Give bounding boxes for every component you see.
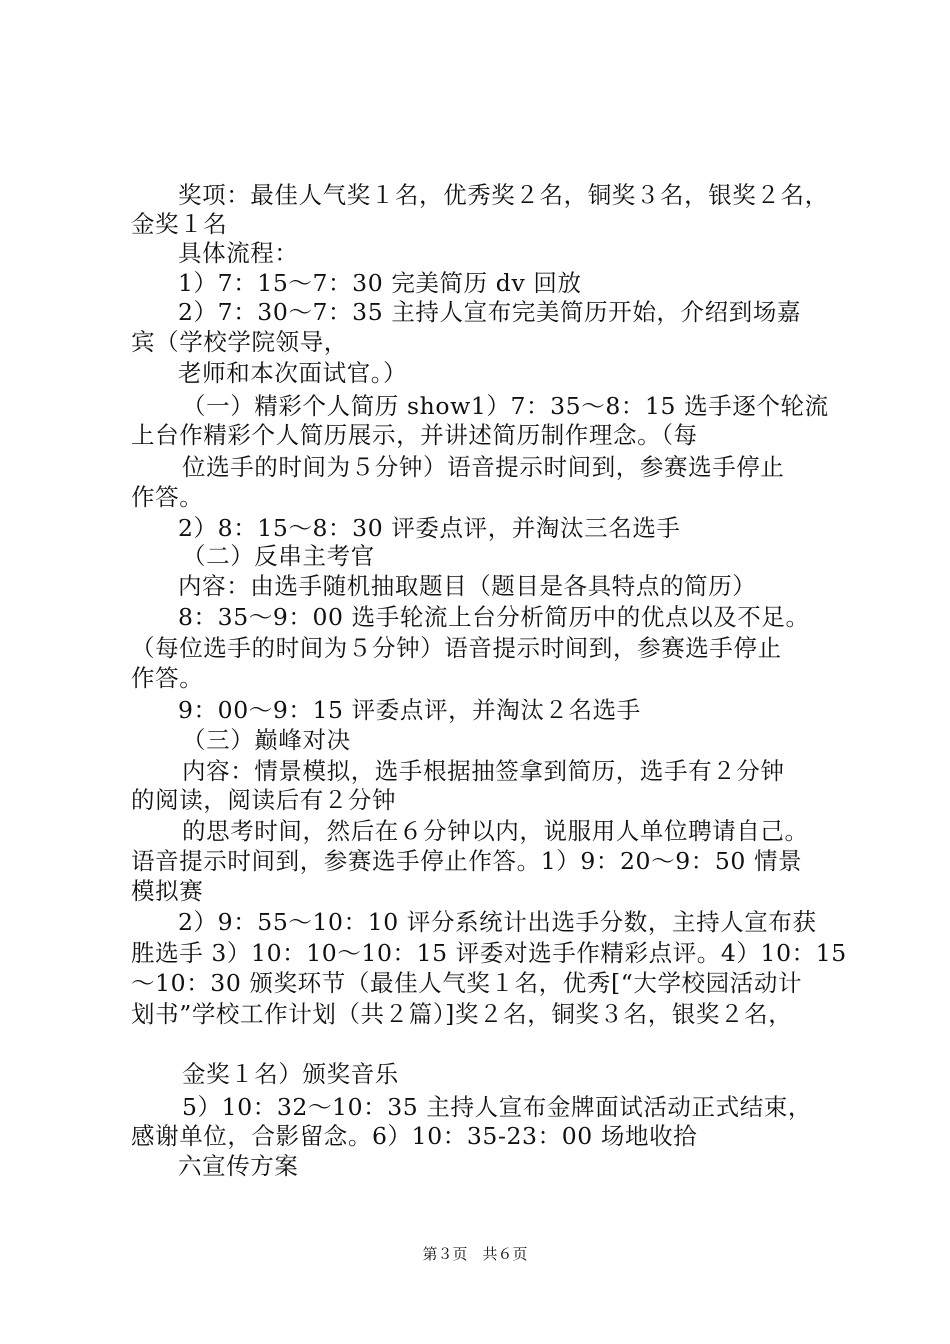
text-line: 位选手的时间为５分钟）语音提示时间到，参赛选手停止	[182, 453, 785, 481]
text-line: 2）7：30～7：35 主持人宣布完美简历开始，介绍到场嘉	[178, 298, 802, 326]
text-line: （三）巅峰对决	[182, 726, 351, 754]
text-line: 宾（学校学院领导，	[131, 328, 348, 356]
text-line: 金奖１名）颁奖音乐	[182, 1060, 399, 1088]
page-number-footer: 第３页 共６页	[422, 1245, 528, 1263]
text-line: 内容：由选手随机抽取题目（题目是各具特点的简历）	[178, 572, 757, 600]
text-line: （二）反串主考官	[182, 542, 375, 570]
text-line: 5）10：32～10：35 主持人宣布金牌面试活动正式结束，	[182, 1093, 813, 1121]
text-line: 胜选手 3）10：10～10：15 评委对选手作精彩点评。4）10：15	[131, 939, 847, 967]
text-line: 1）7：15～7：30 完美简历 dv 回放	[178, 269, 582, 297]
text-line: 2）9：55～10：10 评分系统计出选手分数，主持人宣布获	[178, 908, 817, 936]
text-line: 2）8：15～8：30 评委点评，并淘汰三名选手	[178, 514, 681, 542]
text-line: 老师和本次面试官。）	[178, 359, 408, 387]
text-line: 8：35～9：00 选手轮流上台分析简历中的优点以及不足。	[178, 603, 810, 631]
text-line: 划书”学校工作计划（共２篇）]奖２名，铜奖３名，银奖２名，	[131, 1000, 793, 1028]
text-line: 模拟赛	[131, 877, 204, 905]
text-line: 具体流程：	[178, 239, 299, 267]
text-line: 作答。	[131, 664, 204, 692]
text-line: 9：00～9：15 评委点评，并淘汰２名选手	[178, 696, 641, 724]
text-line: （每位选手的时间为５分钟）语音提示时间到，参赛选手停止	[131, 634, 782, 662]
text-line: ～10：30 颁奖环节（最佳人气奖１名，优秀[“大学校园活动计	[131, 969, 803, 997]
text-line: 内容：情景模拟，选手根据抽签拿到简历，选手有２分钟	[182, 757, 785, 785]
text-line: （一）精彩个人简历 show1）7：35～8：15 选手逐个轮流	[182, 392, 829, 420]
text-line: 感谢单位，合影留念。6）10：35-23：00 场地收拾	[131, 1122, 698, 1150]
text-line: 作答。	[131, 483, 204, 511]
text-line: 语音提示时间到，参赛选手停止作答。1）9：20～9：50 情景	[131, 847, 803, 875]
text-line: 的思考时间，然后在６分钟以内，说服用人单位聘请自己。	[182, 817, 809, 845]
text-line: 六宣传方案	[178, 1152, 299, 1180]
text-line: 奖项：最佳人气奖１名，优秀奖２名，铜奖３名，银奖２名，	[178, 181, 829, 209]
text-line: 的阅读，阅读后有２分钟	[131, 786, 397, 814]
text-line: 上台作精彩个人简历展示，并讲述简历制作理念。（每	[131, 421, 698, 449]
text-line: 金奖１名	[131, 210, 228, 238]
